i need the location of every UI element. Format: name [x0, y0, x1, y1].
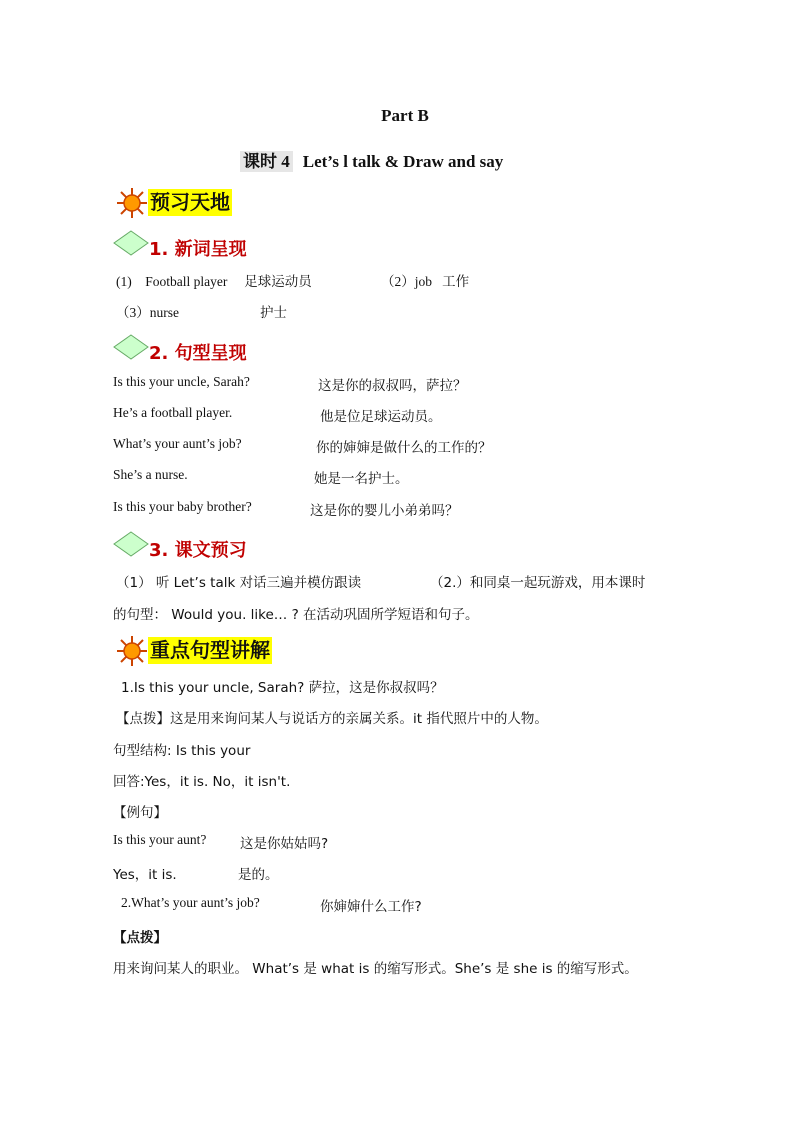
lesson-title: Let’s l talk & Draw and say [302, 152, 504, 171]
preview-text-line1a: （1） 听 Let’s talk 对话三遍并模仿跟读 [116, 575, 362, 591]
key-point-2-en: 2.What’s your aunt’s job? [121, 895, 260, 910]
sentence-cn: 这是你的叔叔吗，萨拉？ [318, 378, 467, 394]
key-point-1-answer: 回答:Yes，it is. No，it isn't. [113, 774, 291, 790]
preview-text-line2: 的句型： Would you. like… ? 在活动巩固所学短语和句子。 [113, 607, 479, 623]
subhead-title: 3. 课文预习 [149, 540, 247, 561]
subhead-title: 1. 新词呈现 [149, 239, 247, 260]
part-title: Part B [381, 106, 429, 125]
sentence-en: He’s a football player. [113, 405, 233, 420]
sentence-cn: 她是一名护士。 [314, 471, 409, 487]
key-point-1-title: 1.Is this your uncle, Sarah? 萨拉，这是你叔叔吗？ [121, 680, 444, 696]
sentence-cn: 你的婶婶是做什么的工作的？ [316, 440, 492, 456]
section-banner-key [114, 634, 334, 668]
subhead-vocab [112, 229, 312, 259]
key-point-2-cn: 你婶婶什么工作? [320, 899, 422, 915]
sentence-en: Is this your uncle, Sarah? [113, 374, 250, 389]
vocab-num: （2） [381, 274, 415, 289]
lesson-heading [240, 147, 503, 172]
diamond-icon [112, 530, 150, 558]
subhead-title: 2. 句型呈现 [149, 343, 247, 364]
subhead-sentences [112, 333, 312, 363]
example-cn: 这是你姑姑吗? [240, 836, 329, 852]
vocab-line-3 [116, 301, 179, 321]
subhead-text-preview [112, 530, 312, 560]
key-point-2-tip-tag: 【点拨】 [113, 930, 167, 946]
example-cn: 是的。 [238, 867, 279, 883]
vocab-cn: 足球运动员 [244, 274, 312, 290]
vocab-cn: 护士 [260, 305, 287, 321]
sentence-cn: 这是你的婴儿小弟弟吗？ [310, 503, 459, 519]
lesson-tag: 课时 4 [240, 151, 293, 172]
key-point-1-structure: 句型结构: Is this your [113, 743, 251, 759]
sentence-cn: 他是位足球运动员。 [320, 409, 442, 425]
diamond-icon [112, 229, 150, 257]
key-point-2-tip: 用来询问某人的职业。 What’s 是 what is 的缩写形式。She’s 是 she is 的缩写形式。 [113, 961, 638, 977]
vocab-en: nurse [149, 305, 179, 320]
sentence-en: She’s a nurse. [113, 467, 188, 482]
sun-icon [114, 634, 150, 668]
vocab-num: （3） [116, 305, 150, 320]
vocab-en: Football player [145, 274, 228, 289]
section-title: 重点句型讲解 [150, 638, 270, 662]
sentence-en: Is this your baby brother? [113, 499, 252, 514]
section-title: 预习天地 [150, 190, 230, 214]
vocab-en: job [414, 274, 433, 289]
diamond-icon [112, 333, 150, 361]
vocab-line-1 [116, 270, 312, 290]
example-en: Yes，it is. [113, 867, 177, 883]
preview-text-line1b: （2.）和同桌一起玩游戏，用本课时 [430, 575, 646, 591]
vocab-cn: 工作 [442, 274, 470, 290]
section-banner-preview [114, 186, 314, 220]
sentence-en: What’s your aunt’s job? [113, 436, 242, 451]
example-en: Is this your aunt? [113, 832, 207, 847]
example-tag: 【例句】 [113, 805, 167, 821]
vocab-line-2 [381, 270, 469, 290]
sun-icon [114, 186, 150, 220]
key-point-1-tip: 【点拨】这是用来询问某人与说话方的亲属关系。it 指代照片中的人物。 [116, 711, 548, 727]
vocab-num: (1) [116, 274, 132, 289]
